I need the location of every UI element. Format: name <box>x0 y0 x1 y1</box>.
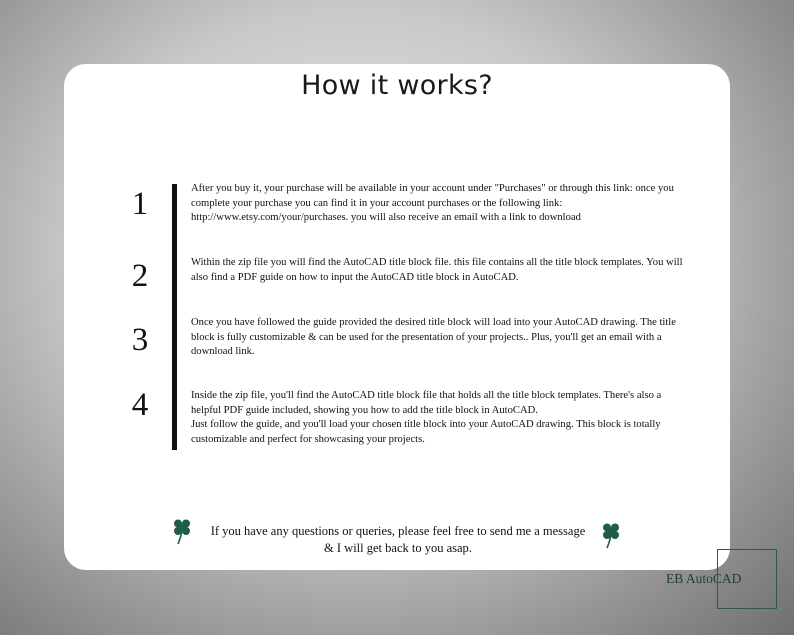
step-text-2: Within the zip file you will find the AutoCAD title block file. this file contains all the title block templates. You will also find a PDF guide on how to input the AutoCAD title block in AutoCAD. <box>191 257 683 283</box>
info-card <box>64 64 730 570</box>
step-text-1: After you buy it, your purchase will be available in your account under "Purchases" or through this link: once you complete your purchase you can find it in your account purchases or the following link: http://www.etsy.com/your/purchases. you will also receive an email with a link to download <box>191 183 674 224</box>
step-number-4: 4 <box>131 387 149 423</box>
step-number-1: 1 <box>131 186 149 222</box>
step-text-3: Once you have followed the guide provided the desired title block will load into your AutoCAD drawing. The title block is fully customizable & can be used for the presentation of your projects.. Plus, you'll get an email with a download link. <box>191 317 676 358</box>
brand-name: EB AutoCAD <box>666 571 742 586</box>
four-leaf-clover-icon <box>600 522 622 550</box>
page-title: How it works? <box>301 70 493 101</box>
step-number-3: 3 <box>131 322 149 358</box>
step-text-4: Inside the zip file, you'll find the AutoCAD title block file that holds all the title block templates. There's also a helpful PDF guide included, showing you how to add the title block in AutoCAD. Just follow the guide, and you'll load your chosen title block into your AutoCAD drawing. This block is totally customizable and perfect for showcasing your projects. <box>191 390 662 445</box>
step-number-2: 2 <box>131 258 149 294</box>
contact-message: If you have any questions or queries, please feel free to send me a message & I will get back to you asap. <box>210 524 586 555</box>
steps-divider <box>172 184 177 450</box>
